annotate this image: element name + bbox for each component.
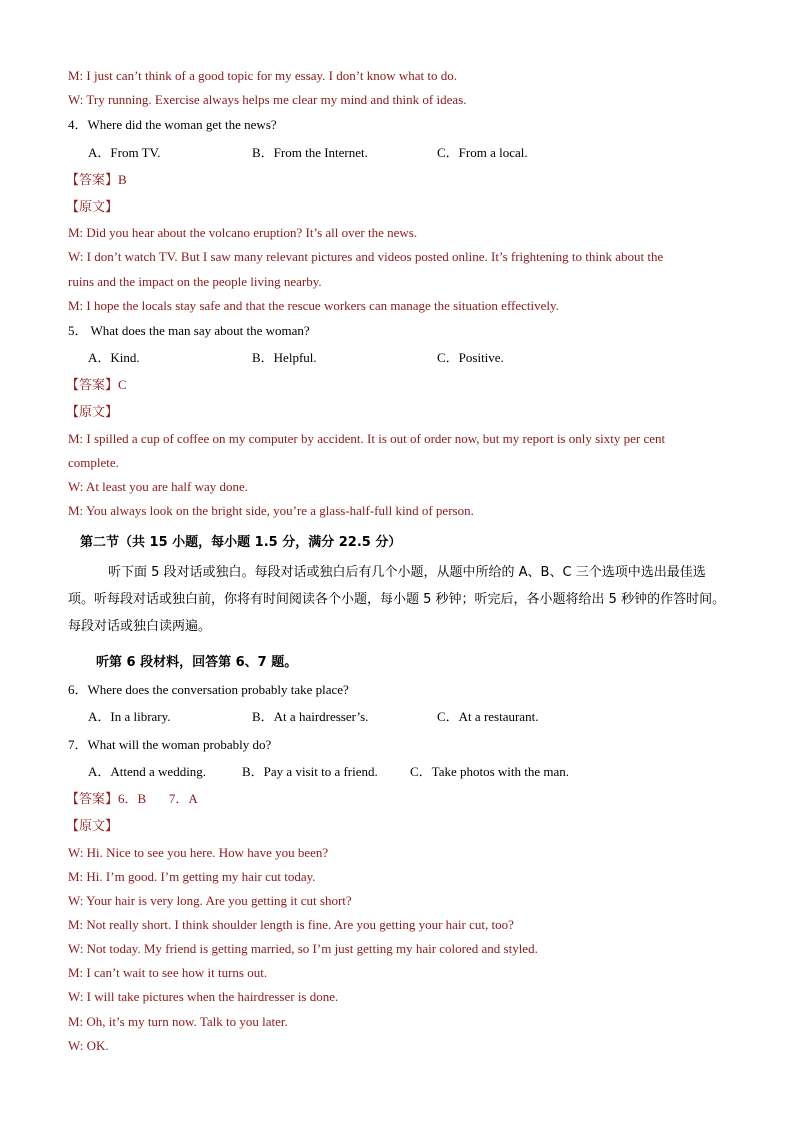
script-line: ruins and the impact on the people living nearby. [68, 274, 322, 289]
script-line: W: OK. [68, 1038, 109, 1053]
script-line: W: Hi. Nice to see you here. How have you been? [68, 845, 329, 860]
script-line: W: I will take pictures when the hairdresser is done. [68, 989, 339, 1004]
script-line: W: At least you are half way done. [68, 479, 249, 494]
answer-value: C [118, 377, 127, 392]
script-line: M: Not really short. I think shoulder length is fine. Are you getting your hair cut, too? [68, 917, 514, 932]
script-line: M: I hope the locals stay safe and that the rescue workers can manage the situation effectively. [68, 298, 559, 313]
q4-option-b: B．From the Internet. [252, 145, 368, 160]
q4-answer [66, 172, 127, 188]
material-heading: 听第 6 段材料，回答第 6、7 题。 [96, 655, 298, 670]
answer-value: 6．B 7．A [118, 791, 198, 806]
script-line: complete. [68, 455, 119, 470]
script-line: M: Did you hear about the volcano eruption? It’s all over the news. [68, 225, 418, 240]
script-line: M: I spilled a cup of coffee on my computer by accident. It is out of order now, but my report is only sixty per cent [68, 431, 666, 446]
q5-option-a: A．Kind. [88, 350, 140, 365]
dialogue-line: W: Try running. Exercise always helps me clear my mind and think of ideas. [68, 92, 467, 107]
script-line: W: I don’t watch TV. But I saw many relevant pictures and videos posted online. It’s frightening to think about the [68, 249, 664, 264]
script-line: M: Oh, it’s my turn now. Talk to you later. [68, 1014, 288, 1029]
q4-option-a: A．From TV. [88, 145, 161, 160]
q7-option-c: C．Take photos with the man. [410, 764, 570, 779]
q4-option-c: C．From a local. [437, 145, 528, 160]
answer-label: 【答案】 [66, 172, 119, 187]
q4-script-label: 【原文】 [66, 199, 119, 214]
q5-answer [66, 377, 127, 393]
section-title: 第二节（共 15 小题，每小题 1.5 分，满分 22.5 分） [80, 535, 402, 550]
answer-value: B [118, 172, 127, 187]
q5-option-c: C．Positive. [437, 350, 504, 365]
dialogue-line: M: I just can’t think of a good topic for my essay. I don’t know what to do. [68, 68, 457, 83]
q67-answer [66, 791, 198, 807]
question-7: 7．What will the woman probably do? [68, 737, 272, 752]
q67-script-label: 【原文】 [66, 818, 119, 833]
question-4: 4．Where did the woman get the news? [68, 117, 277, 132]
script-line: W: Not today. My friend is getting married, so I’m just getting my hair colored and styled. [68, 941, 538, 956]
q6-option-b: B．At a hairdresser’s. [252, 709, 369, 724]
q6-option-c: C．At a restaurant. [437, 709, 539, 724]
question-6: 6．Where does the conversation probably take place? [68, 682, 349, 697]
script-line: W: Your hair is very long. Are you getting it cut short? [68, 893, 352, 908]
section-instructions: 听下面 5 段对话或独白。每段对话或独白后有几个小题，从题中所给的 A、B、C 三个选项中选出最佳选项。听每段对话或独白前，你将有时间阅读各个小题，每小题 5 秒钟；听完后，各小题将给出 5 秒钟的作答时间。每段对话或独白读两遍。 [68, 565, 726, 634]
q5-option-b: B．Helpful. [252, 350, 317, 365]
q7-option-a: A．Attend a wedding. [88, 764, 207, 779]
script-line: M: You always look on the bright side, you’re a glass-half-full kind of person. [68, 503, 474, 518]
script-line: M: I can’t wait to see how it turns out. [68, 965, 268, 980]
q6-option-a: A．In a library. [88, 709, 171, 724]
script-line: M: Hi. I’m good. I’m getting my hair cut today. [68, 869, 316, 884]
q5-script-label: 【原文】 [66, 404, 119, 419]
answer-label: 【答案】 [66, 377, 119, 392]
q7-option-b: B．Pay a visit to a friend. [242, 764, 378, 779]
question-5: 5． What does the man say about the woman? [68, 323, 310, 338]
answer-label: 【答案】 [66, 791, 119, 806]
